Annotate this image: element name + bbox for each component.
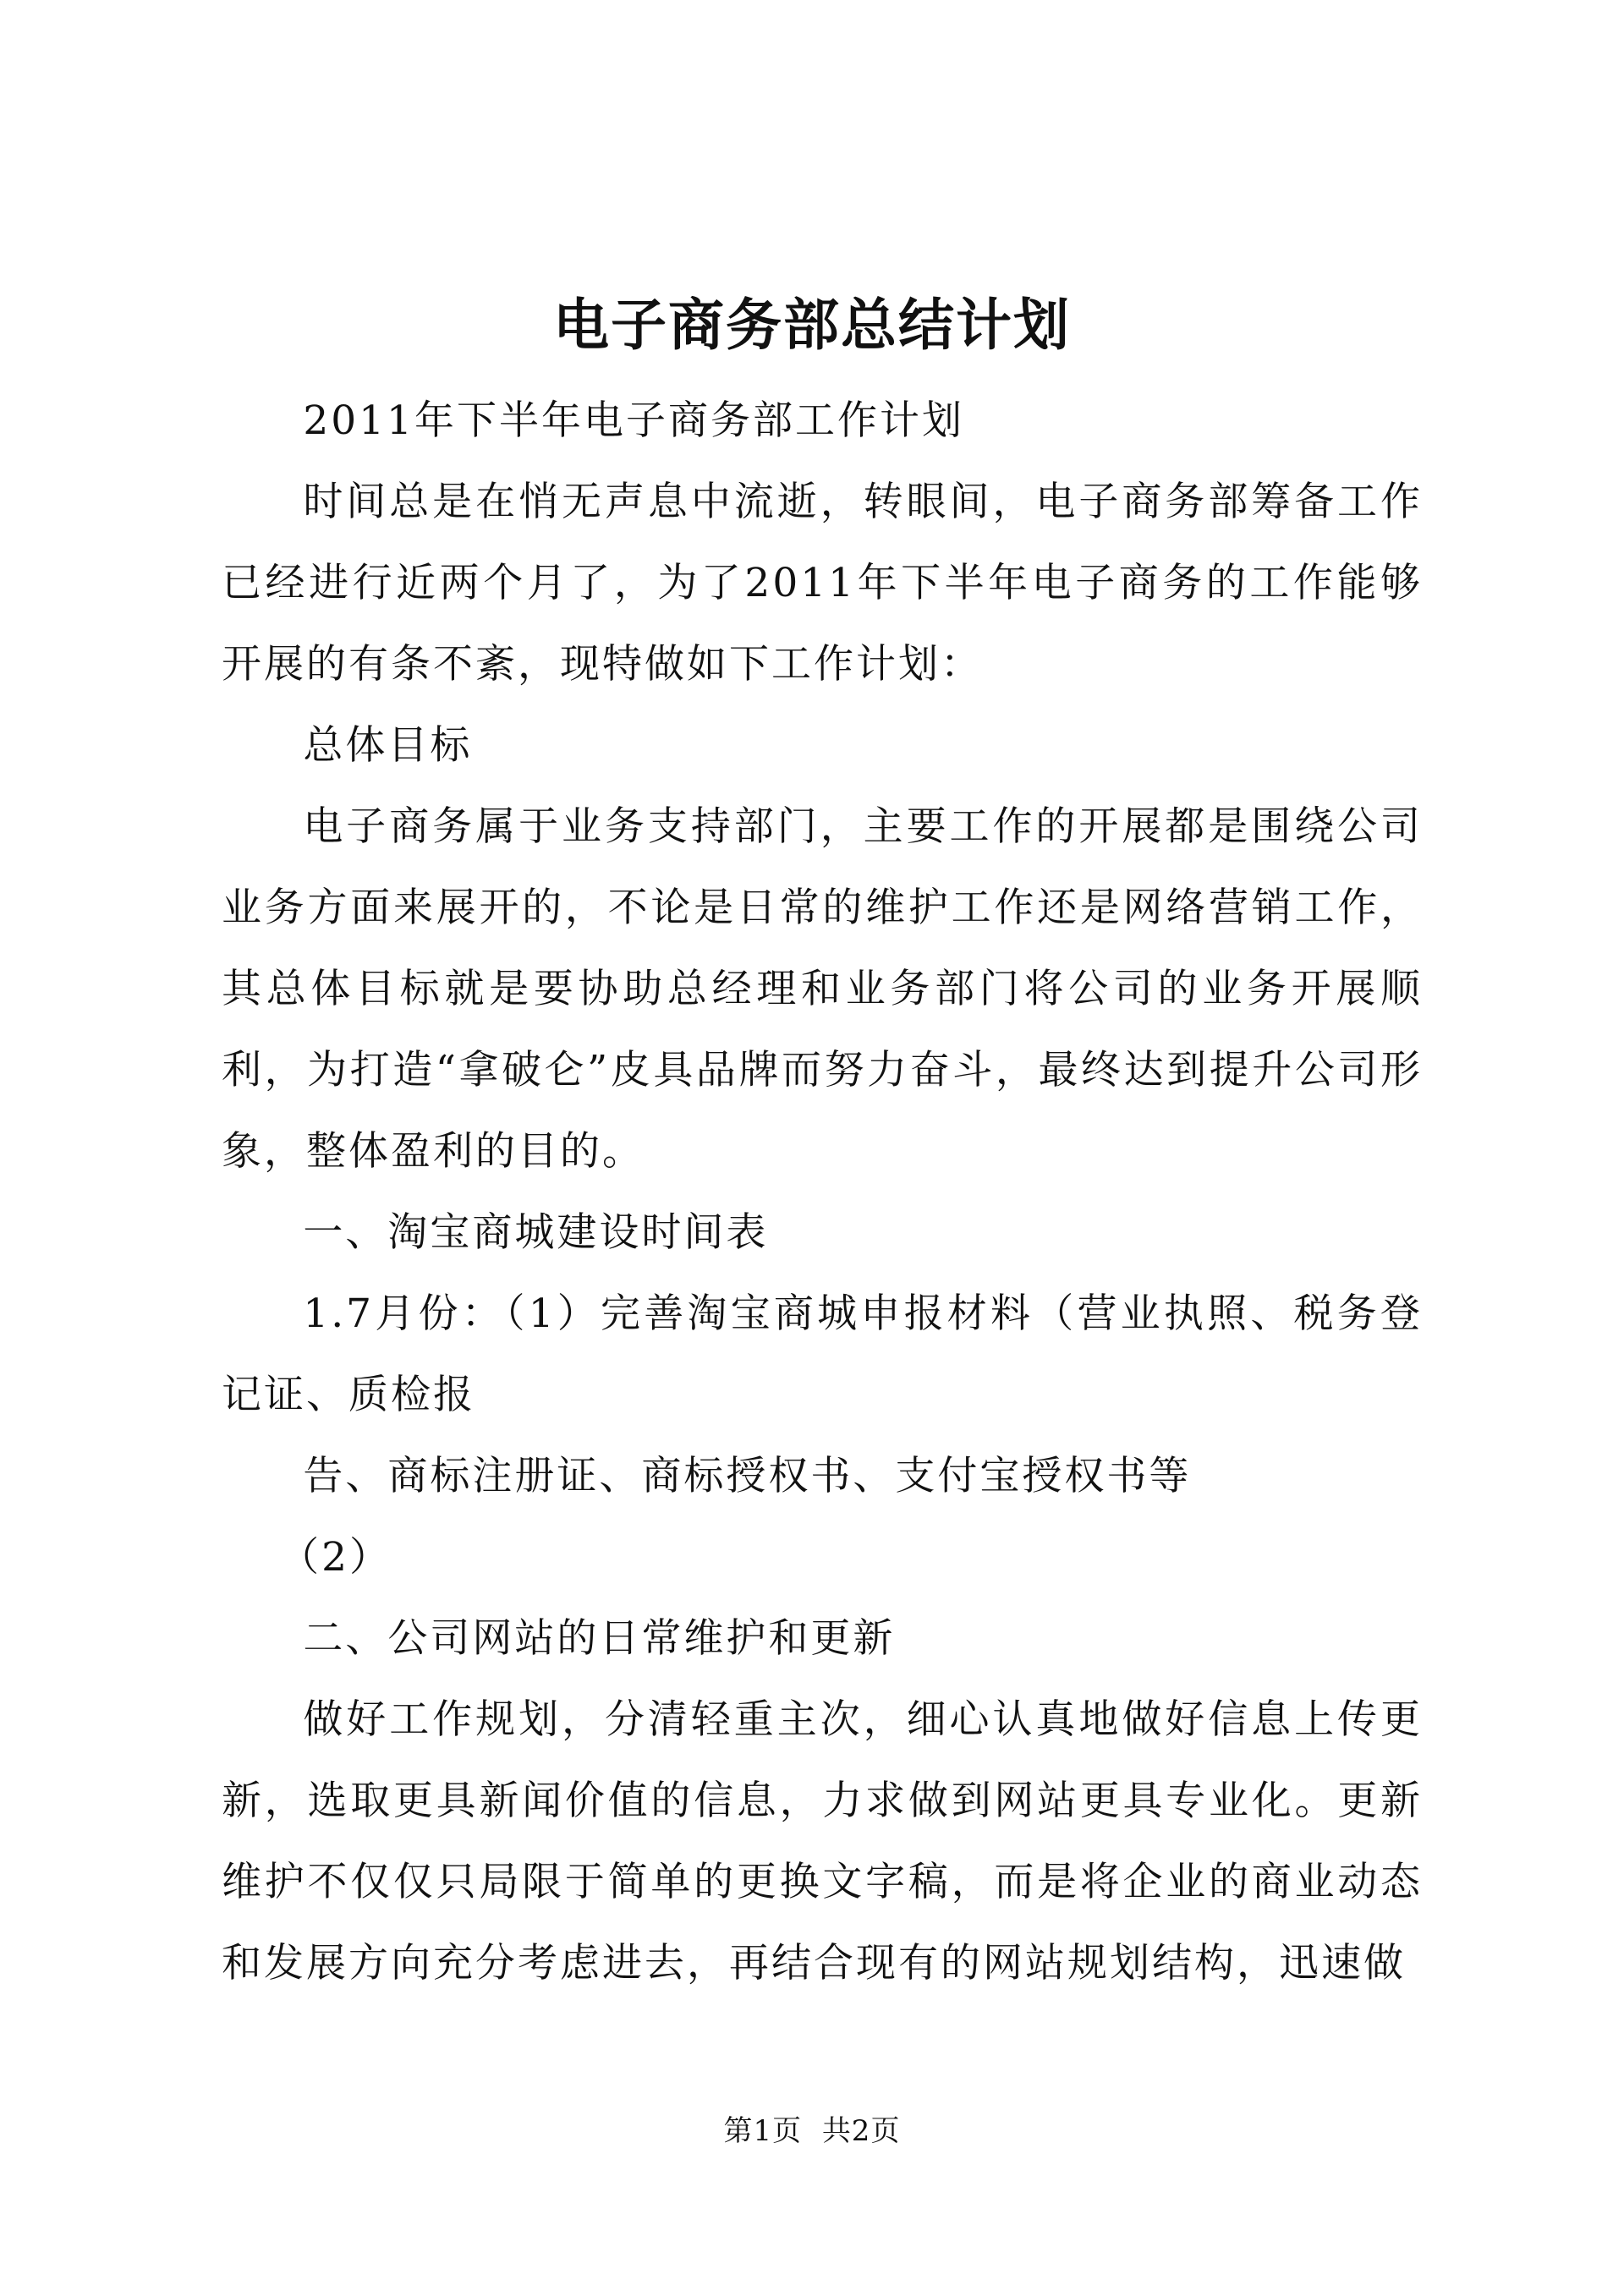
paragraph-overall-goal: 电子商务属于业务支持部门，主要工作的开展都是围绕公司业务方面来展开的，不论是日常的维护工作还是网络营销工作，其总体目标就是要协助总经理和业务部门将公司的业务开展顺利，为打造“拿破仑”皮具品牌而努力奋斗，最终达到提升公司形象，整体盈利的目的。	[222, 803, 1423, 1175]
document-body	[222, 381, 1423, 2004]
footer-spacer	[802, 2114, 822, 2148]
paragraph-intro: 时间总是在悄无声息中流逝，转眼间，电子商务部筹备工作已经进行近两个月了，为了2011年下半年电子商务的工作能够开展的有条不紊，现特做如下工作计划：	[222, 479, 1423, 688]
page-total: 共2页	[821, 2114, 901, 2148]
paragraph-item-2: （2）	[279, 1534, 392, 1581]
paragraph-july-item: 1.7月份：（1）完善淘宝商城申报材料（营业执照、税务登记证、质检报	[222, 1290, 1423, 1418]
page-footer	[0, 2110, 1624, 2152]
paragraph-section-2-heading: 二、公司网站的日常维护和更新	[303, 1615, 896, 1662]
page-number: 第1页	[723, 2114, 803, 2148]
paragraph-july-item-continued: 告、商标注册证、商标授权书、支付宝授权书等	[303, 1453, 1192, 1499]
paragraph-overall-goal-heading: 总体目标	[303, 722, 473, 769]
paragraph-section-1-heading: 一、淘宝商城建设时间表	[303, 1209, 769, 1256]
paragraph-website-maintenance: 做好工作规划，分清轻重主次，细心认真地做好信息上传更新，选取更具新闻价值的信息，力求做到网站更具专业化。更新维护不仅仅只局限于简单的更换文字稿，而是将企业的商业动态和发展方向充分考虑进去，再结合现有的网站规划结构，迅速做	[222, 1696, 1423, 1986]
document-title: 电子商务部总结计划	[553, 293, 1071, 358]
paragraph-plan-heading: 2011年下半年电子商务部工作计划	[303, 397, 964, 444]
